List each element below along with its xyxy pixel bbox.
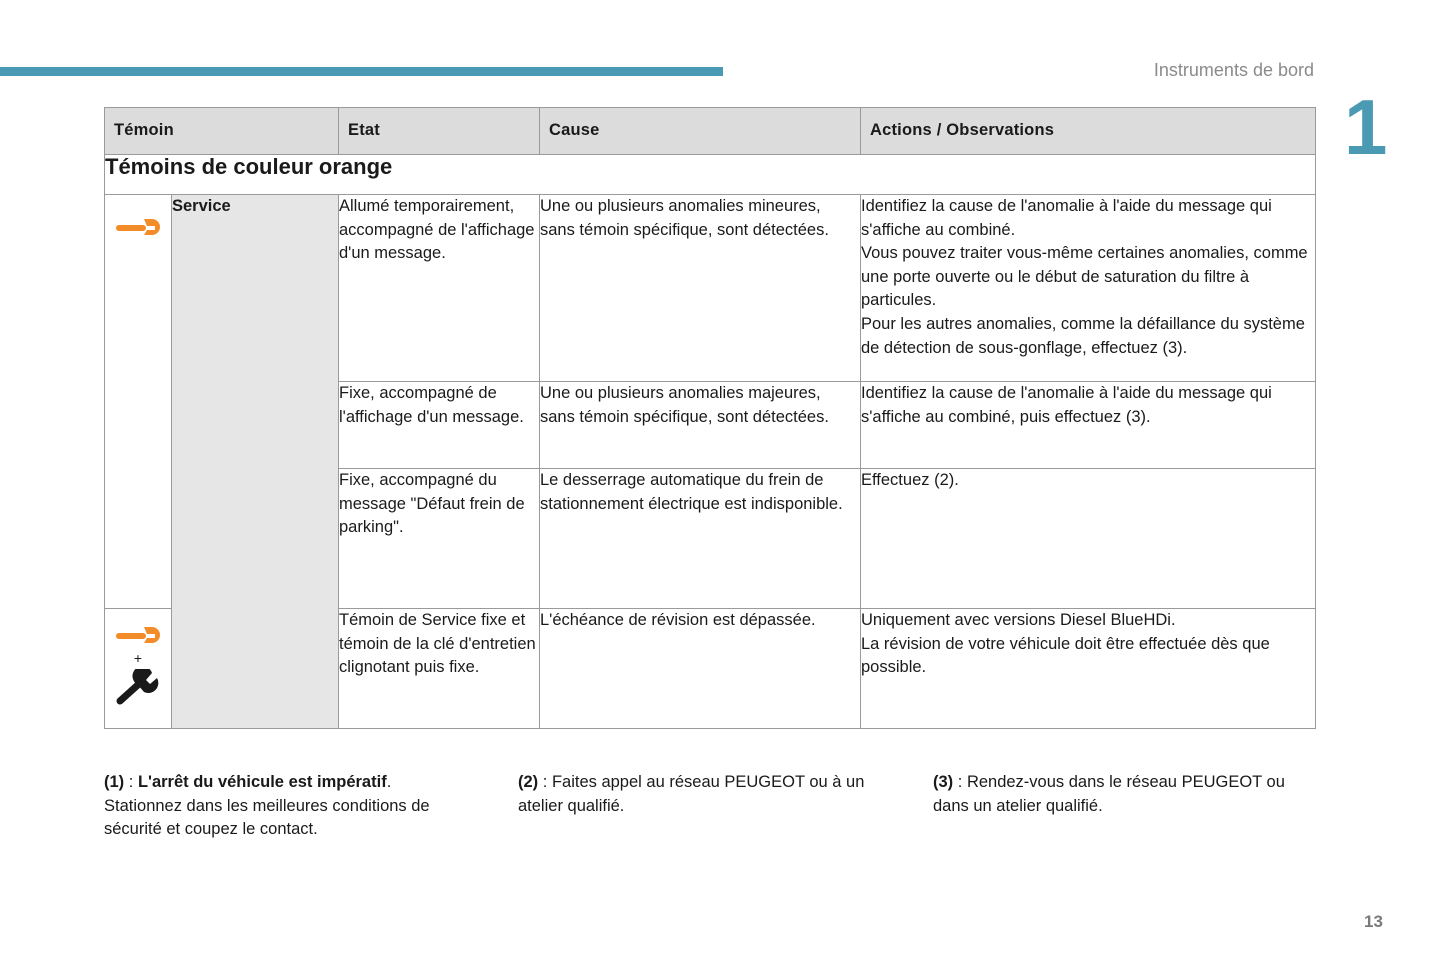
footnote-separator: : (124, 773, 138, 791)
table-header-row (105, 108, 1316, 155)
col-header-temoin: Témoin (105, 108, 339, 155)
group-row (105, 155, 1316, 195)
wrench-icon (114, 213, 162, 241)
cause-cell: Le desserrage automatique du frein de stationnement électrique est indisponible. (540, 469, 861, 609)
actions-cell (861, 382, 1316, 469)
col-header-actions: Actions / Observations (861, 108, 1316, 155)
action-line: Uniquement avec versions Diesel BlueHDi. (861, 611, 1176, 629)
cause-cell: Une ou plusieurs anomalies majeures, sans témoin spécifique, sont détectées. (540, 382, 861, 469)
warning-lights-table (104, 107, 1316, 729)
page-number: 13 (1364, 912, 1383, 931)
action-line: La révision de votre véhicule doit être effectuée dès que possible. (861, 634, 1270, 677)
action-line: Effectuez (2). (861, 471, 959, 489)
footnote-text: Stationnez dans les meilleures conditions de sécurité et coupez le contact. (104, 796, 430, 839)
chapter-number: 1 (1344, 83, 1388, 171)
table-row (105, 195, 1316, 382)
cause-cell: L'échéance de révision est dépassée. (540, 609, 861, 729)
etat-cell: Témoin de Service fixe et témoin de la clé d'entretien clignotant puis fixe. (339, 609, 540, 729)
etat-cell: Fixe, accompagné de l'affichage d'un message. (339, 382, 540, 469)
col-header-cause: Cause (540, 108, 861, 155)
actions-cell (861, 609, 1316, 729)
service-icon-cell (105, 195, 172, 609)
actions-cell (861, 469, 1316, 609)
footnote-2 (518, 771, 903, 818)
footnote-ref: (2) (518, 773, 539, 791)
footnote-text: Faites appel au réseau PEUGEOT ou à un atelier qualifié. (518, 773, 865, 815)
footnote-separator: : (953, 773, 967, 791)
top-accent-bar (0, 67, 723, 76)
footnote-ref: (3) (933, 773, 954, 791)
footnote-1 (104, 771, 474, 842)
footnote-text: . (386, 773, 392, 791)
cause-cell: Une ou plusieurs anomalies mineures, sans témoin spécifique, sont détectées. (540, 195, 861, 382)
wrench-icon (114, 623, 162, 647)
footnote-bold-text: L'arrêt du véhicule est impératif (137, 773, 387, 791)
footnote-separator: : (538, 773, 552, 791)
footnote-3 (933, 771, 1313, 818)
footnote-text: Rendez-vous dans le réseau PEUGEOT ou dans un atelier qualifié. (933, 773, 1285, 815)
section-title: Instruments de bord (1153, 60, 1314, 80)
group-title: Témoins de couleur orange (105, 155, 1316, 195)
combined-icon-cell (105, 609, 172, 729)
action-line: Pour les autres anomalies, comme la défaillance du système de détection de sous-gonflage, effectuez (3). (861, 314, 1305, 357)
etat-cell: Fixe, accompagné du message "Défaut frein de parking". (339, 469, 540, 609)
action-line: Identifiez la cause de l'anomalie à l'aide du message qui s'affiche au combiné. (861, 197, 1272, 239)
spanner-key-icon (116, 669, 160, 707)
col-header-etat: Etat (339, 108, 540, 155)
etat-cell: Allumé temporairement, accompagné de l'affichage d'un message. (339, 195, 540, 382)
footnote-ref: (1) (104, 773, 125, 791)
action-line: Identifiez la cause de l'anomalie à l'aide du message qui s'affiche au combiné, puis effectuez (3). (861, 384, 1272, 426)
plus-sign: + (133, 650, 143, 666)
service-label: Service (172, 195, 339, 729)
action-line: Vous pouvez traiter vous-même certaines anomalies, comme une porte ouverte ou le début de saturation du filtre à particules. (861, 244, 1308, 310)
actions-cell (861, 195, 1316, 382)
